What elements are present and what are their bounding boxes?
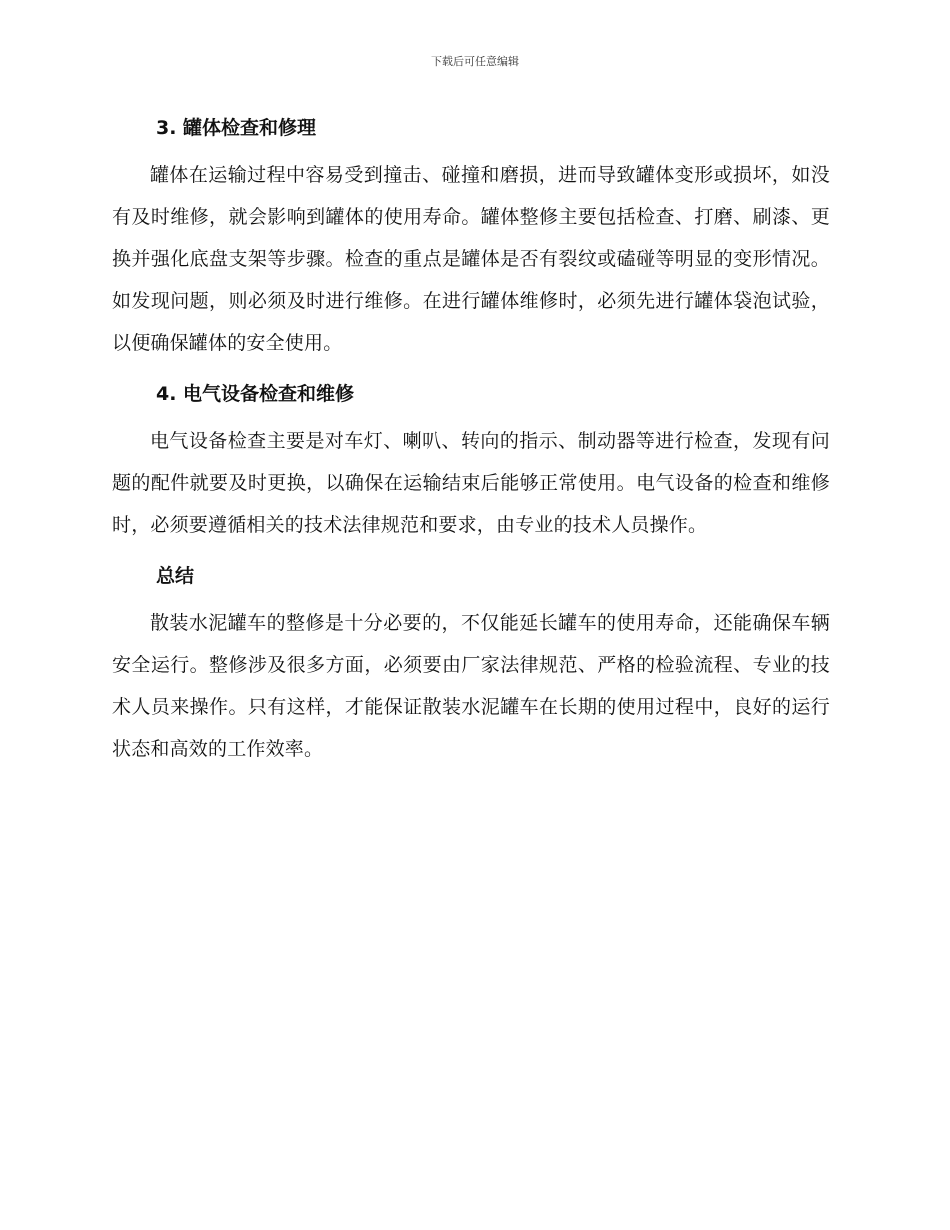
paragraph-electrical-inspection: 电气设备检查主要是对车灯、喇叭、转向的指示、制动器等进行检查，发现有问题的配件就要及时更换，以确保在运输结束后能够正常使用。电气设备的检查和维修时，必须要遵循相关的技术法律规范和要求，由专业的技术人员操作。 [112, 430, 830, 536]
spacer [112, 146, 830, 154]
spacer [112, 364, 830, 376]
section-heading-tank-inspection: 3. 罐体检查和修理 [156, 117, 317, 139]
spacer [112, 594, 830, 602]
paragraph-tank-inspection: 罐体在运输过程中容易受到撞击、碰撞和磨损，进而导致罐体变形或损坏，如没有及时维修，就会影响到罐体的使用寿命。罐体整修主要包括检查、打磨、刷漆、更换并强化底盘支架等步骤。检查的重点是罐体是否有裂纹或磕碰等明显的变形情况。如发现问题，则必须及时进行维修。在进行罐体维修时，必须先进行罐体袋泡试验，以便确保罐体的安全使用。 [112, 164, 830, 354]
spacer [112, 412, 830, 420]
paragraph-summary: 散装水泥罐车的整修是十分必要的，不仅能延长罐车的使用寿命，还能确保车辆安全运行。整修涉及很多方面，必须要由厂家法律规范、严格的检验流程、专业的技术人员来操作。只有这样，才能保证散装水泥罐车在长期的使用过程中，良好的运行状态和高效的工作效率。 [112, 612, 830, 760]
header-note: 下载后可任意编辑 [431, 55, 519, 68]
section-heading-electrical-inspection: 4. 电气设备检查和维修 [156, 383, 355, 405]
section-heading-summary: 总结 [156, 565, 195, 587]
spacer [112, 546, 830, 558]
document-body [112, 110, 830, 770]
